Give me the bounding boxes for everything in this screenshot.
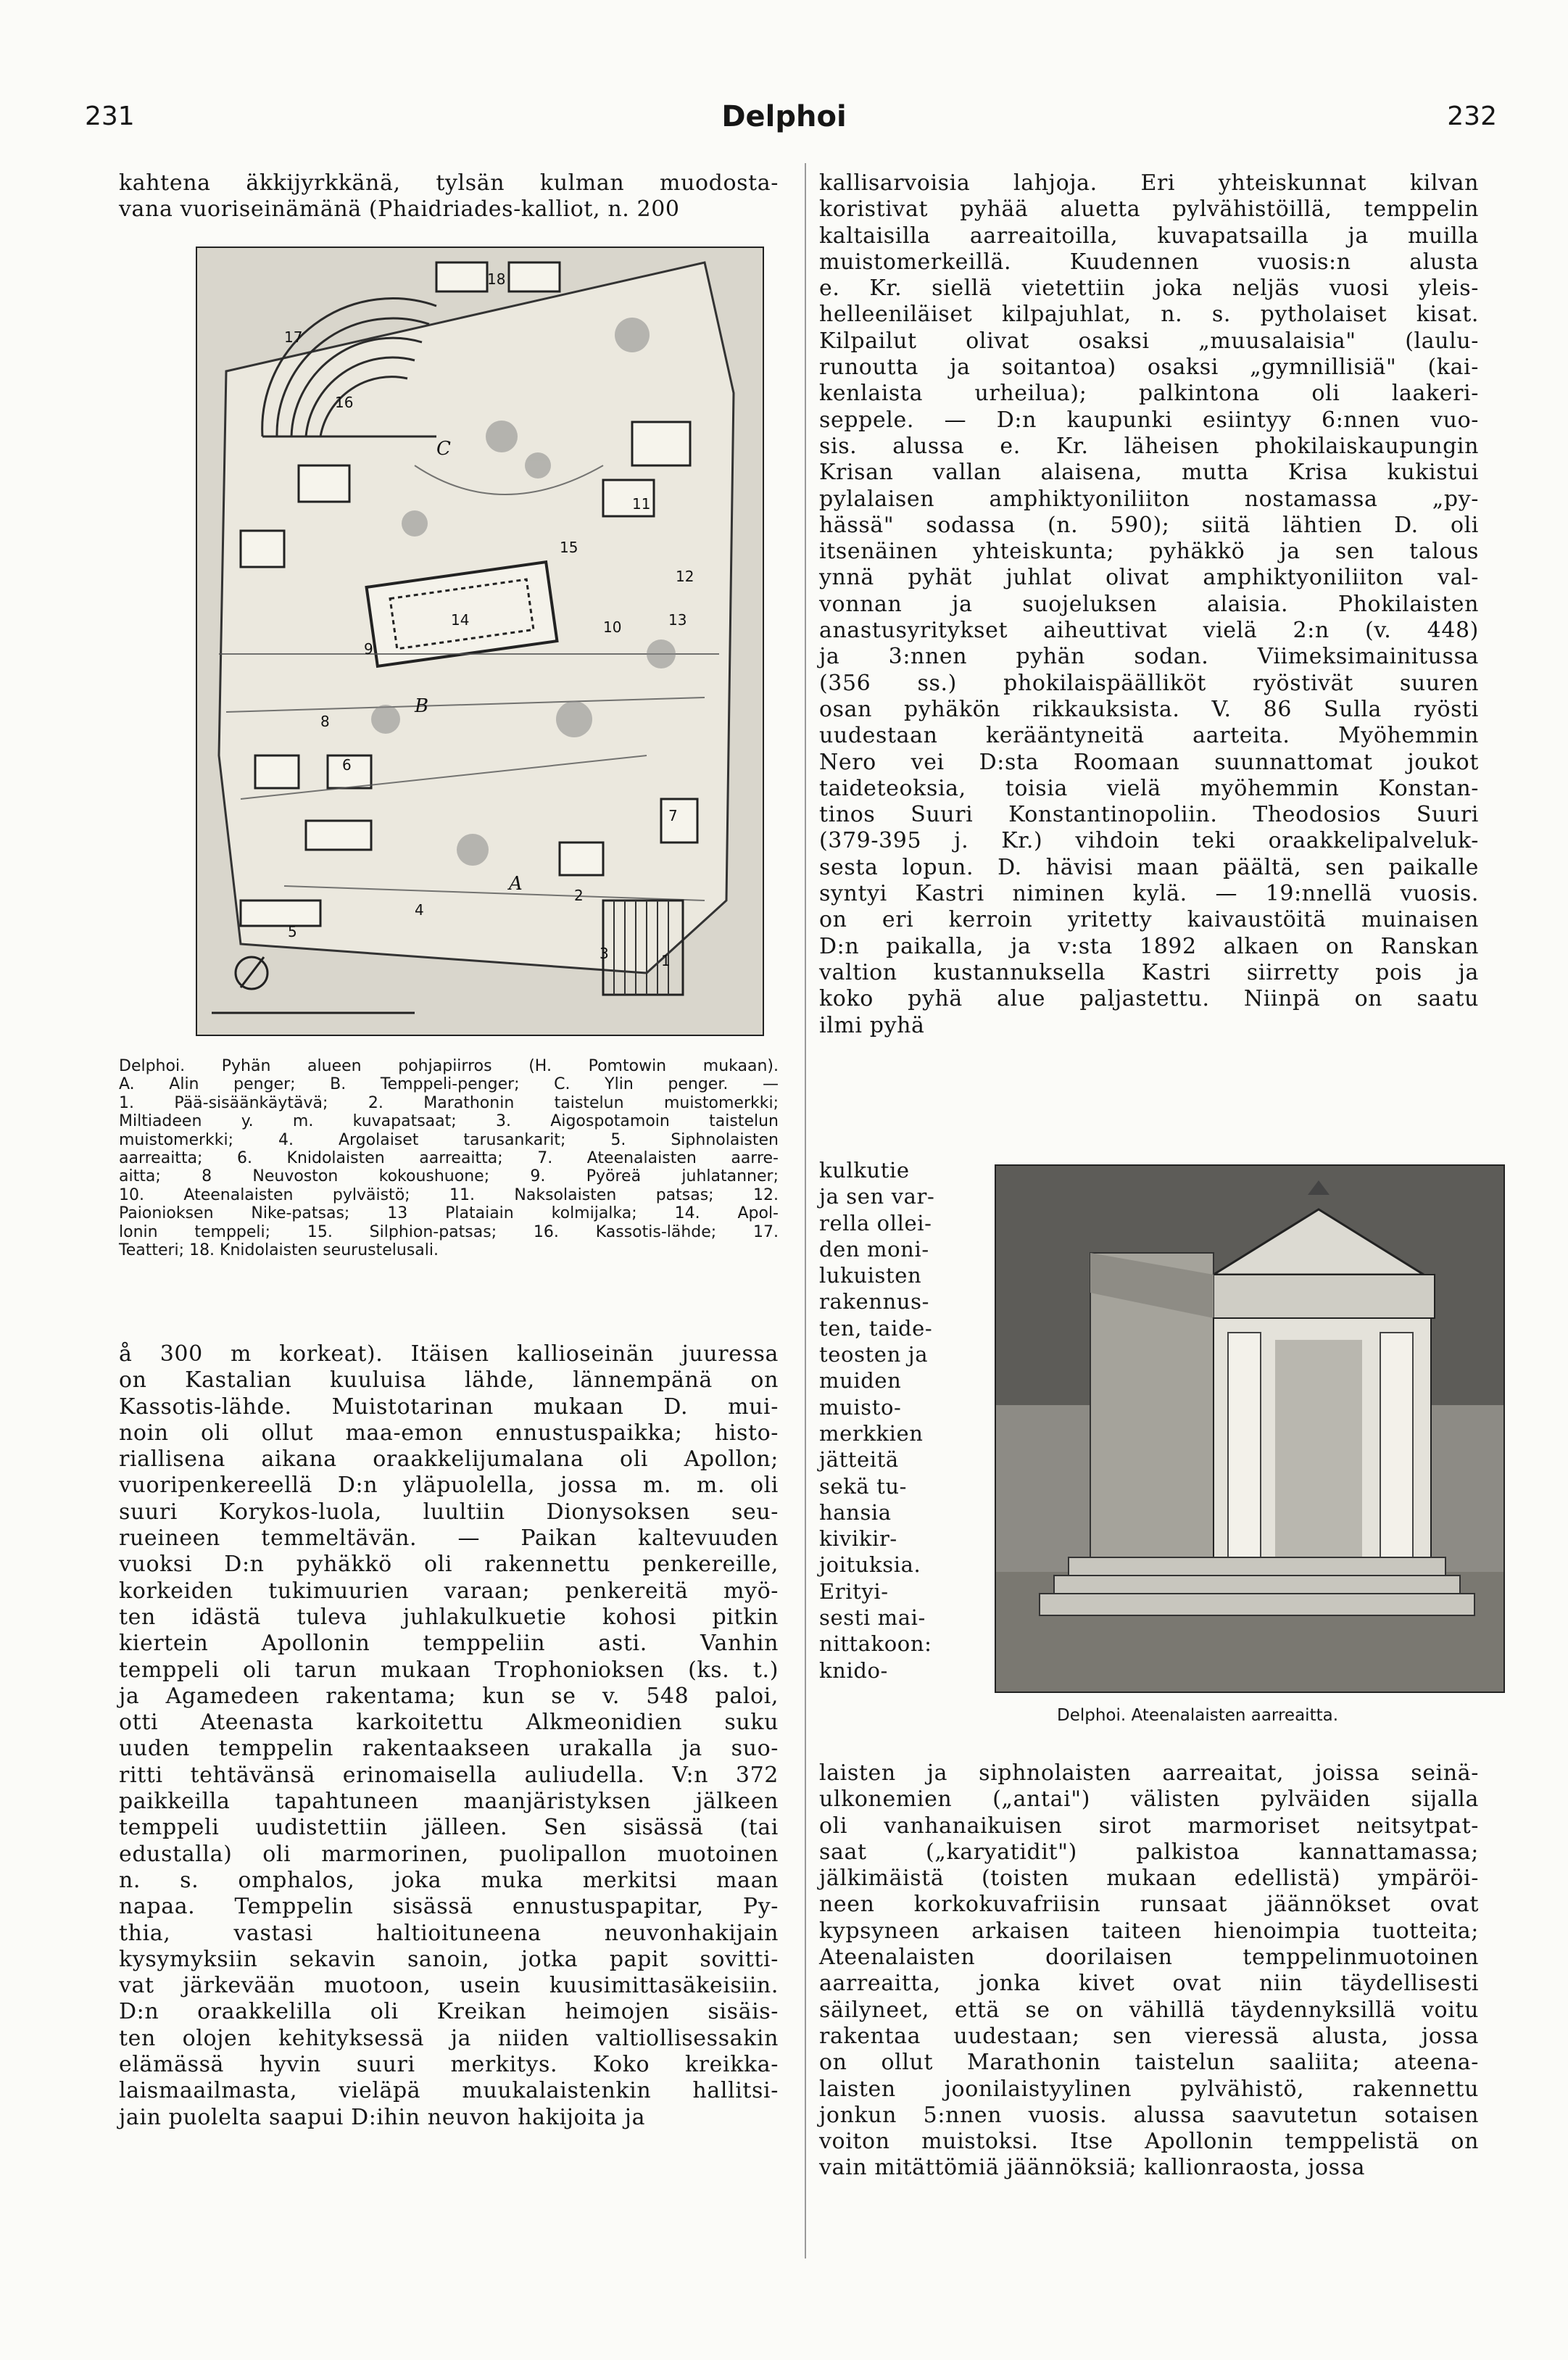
plan-label-14: 14 [451,611,470,629]
plan-label-15: 15 [560,539,578,556]
text-line: teosten ja [819,1342,929,1367]
column-divider [805,163,806,2258]
right-column-wrap-text [819,1157,975,1684]
text-line: nittakoon: [819,1631,932,1657]
text-line: vat järkevään muotoon, usein kuusimittasäkeisiin. [119,1973,779,1999]
text-line: ten olojen kehityksessä ja niiden valtiollisessakin [119,2025,779,2051]
text-line: n. s. omphalos, joka muka merkitsi maan [119,1867,779,1893]
text-line: å 300 m korkeat). Itäisen kallioseinän juuressa [119,1341,779,1367]
text-line: Erityi- [819,1578,889,1604]
text-line: Miltiadeen y. m. kuvapatsaat; 3. Aigospotamoin taistelun [119,1112,779,1131]
text-line: Kilpailut olivat osaksi „muusalaisia" (laulu- [819,328,1479,354]
text-line: laisten ja siphnolaisten aarreaitat, joissa seinä- [819,1760,1479,1786]
plan-label-13: 13 [668,611,687,629]
text-line: tinos Suuri Konstantinopoliin. Theodosios Suuri [819,802,1479,828]
page-header [0,102,1568,152]
text-line: otti Ateenasta karkoitettu Alkmeonidien suku [119,1710,779,1736]
text-line: sis. alussa e. Kr. läheisen phokilaiskaupungin [819,433,1479,459]
left-column-intro [119,170,779,223]
text-line: vuoripenkereellä D:n yläpuolella, jossa m. m. oli [119,1473,779,1499]
text-line: thia, vastasi haltioituneena neuvonhakijain [119,1920,779,1946]
plan-label-6: 6 [342,756,352,774]
text-line: muisto- [819,1394,902,1420]
text-line: syntyi Kastri niminen kylä. — 19:nnellä vuosis. [819,881,1479,907]
text-line: saat („karyatidit") palkistoa kannattamassa; [819,1839,1479,1865]
text-line: merkkien [819,1420,924,1446]
left-column-body [119,1341,779,2131]
text-line: jälkimäistä (toisten mukaan edellistä) ympäröi- [819,1866,1479,1892]
text-line: jain puolelta saapui D:ihin neuvon hakijoita ja [119,2104,646,2130]
plan-label-17: 17 [284,328,303,346]
text-line: Nero vei D:sta Roomaan suunnattomat joukot [819,749,1479,775]
text-line: ilmi pyhä [819,1012,925,1038]
right-column-bottom [819,1760,1479,2182]
text-line: osan pyhäkön rikkauksista. V. 86 Sulla ryösti [819,696,1479,722]
text-line: vain mitättömiä jäännöksiä; kallionraosta, jossa [819,2155,1366,2181]
page-number-right: 232 [1447,102,1497,131]
text-line: vuoksi D:n pyhäkkö oli rakennettu penkereille, [119,1552,779,1578]
text-line: Krisan vallan alaisena, mutta Krisa kukistui [819,460,1479,486]
text-line: oli vanhanaikuisen sirot marmoriset neitsytpat- [819,1813,1479,1839]
text-line: e. Kr. siellä vietettiin joka neljäs vuosi yleis- [819,276,1479,302]
text-line: valtion kustannuksella Kastri siirretty pois ja [819,959,1479,985]
plan-label-12: 12 [676,568,694,585]
text-line: suuri Korykos-luola, luultiin Dionysoksen seu- [119,1499,779,1525]
text-line: ritti tehtävänsä erinomaisella auliudella. V:n 372 [119,1762,779,1788]
text-line: kysymyksiin sekavin sanoin, jotka papit sovitti- [119,1946,779,1972]
sanctuary-plan-drawing [197,248,763,1035]
text-line: 10. Ateenalaisten pylväistö; 11. Naksolaisten patsas; 12. [119,1185,779,1204]
plan-label-10: 10 [603,618,622,636]
text-line: (356 ss.) phokilaispäälliköt ryöstivät suuren [819,670,1479,696]
page-number-left: 231 [85,102,135,131]
text-line: lukuisten [819,1263,922,1288]
plan-label-3: 3 [600,945,609,962]
text-line: kaltaisilla aarreaitoilla, kuvapatsailla ja muilla [819,223,1479,249]
text-line: on eri kerroin yritetty kaivaustöitä muinaisen [819,907,1479,933]
text-line: seppele. — D:n kaupunki esiintyy 6:nnen vuo- [819,407,1479,433]
text-line: edustalla) oli marmorinen, puolipallon muotoinen [119,1841,779,1867]
text-line: hansia [819,1499,892,1525]
plan-caption [119,1057,779,1259]
text-line: 1. Pää-sisäänkäytävä; 2. Marathonin taistelun muistomerkki; [119,1093,779,1112]
text-line: uudestaan kerääntyneitä aarteita. Myöhemmin [819,723,1479,749]
text-line: riallisena aikana oraakkelijumalana oli Apollon; [119,1446,779,1473]
text-line: paikkeilla tapahtuneen maanjäristyksen jälkeen [119,1789,779,1815]
text-line: rella ollei- [819,1210,932,1235]
text-line: laisten joonilaistyylinen pylvähistö, rakennettu [819,2076,1479,2102]
plan-label-9: 9 [364,640,373,658]
text-line: säilyneet, että se on vähillä täydennyksillä voitu [819,1997,1479,2023]
plan-label-7: 7 [668,807,678,824]
text-line: neen korkokuvafriisin runsaat jäännökset ovat [819,1892,1479,1918]
text-line: itsenäinen yhteiskunta; pyhäkkö ja sen talous [819,539,1479,565]
plan-label-4: 4 [415,901,424,919]
treasury-caption: Delphoi. Ateenalaisten aarreaitta. [1057,1706,1339,1725]
text-line: kiertein Apollonin temppeliin asti. Vanhin [119,1631,779,1657]
text-line: muistomerkki; 4. Argolaiset tarusankarit; 5. Siphnolaisten [119,1130,779,1149]
plan-label-2: 2 [574,887,584,904]
plan-label-c: C [436,438,451,460]
plan-label-11: 11 [632,495,651,513]
text-line: kahtena äkkijyrkkänä, tylsän kulman muodosta- [119,170,779,196]
text-line: kivikir- [819,1526,897,1552]
right-column-top [819,170,1479,1039]
plan-label-18: 18 [487,270,506,288]
text-line: kulkutie [819,1158,910,1183]
text-line: napaa. Temppelin sisässä ennustuspapitar, Py- [119,1894,779,1920]
text-line: jonkun 5:nnen vuosis. alussa saavutetun sotaisen [819,2102,1479,2128]
text-line: D:n oraakkelilla oli Kreikan heimojen sisäis- [119,1999,779,2025]
text-line: knido- [819,1657,888,1683]
text-line: A. Alin penger; B. Temppeli-penger; C. Ylin penger. — [119,1075,779,1094]
text-line: koristivat pyhää aluetta pylvähistöillä, temppelin [819,196,1479,223]
text-line: vana vuoriseinämänä (Phaidriades-kalliot, n. 200 [119,196,680,223]
text-line: vonnan ja suojeluksen alaisia. Phokilaisten [819,591,1479,617]
text-line: kenlaista urheilua); palkintona oli laakeri- [819,381,1479,407]
text-line: Teatteri; 18. Knidolaisten seurustelusali. [119,1241,439,1259]
text-line: sesti mai- [819,1605,926,1631]
text-line: temppeli uudistettiin jälleen. Sen sisässä (tai [119,1815,779,1841]
text-line: ynnä pyhät juhlat olivat amphiktyoniliiton val- [819,565,1479,591]
text-line: on ollut Marathonin taistelun saaliita; ateena- [819,2050,1479,2076]
text-line: muiden [819,1368,902,1394]
text-line: rakentaa uudestaan; sen vieressä alusta, jossa [819,2023,1479,2049]
plan-label-b: B [415,695,429,717]
text-line: helleeniläiset kilpajuhlat, n. s. pytholaiset kisat. [819,302,1479,328]
text-line: aitta; 8 Neuvoston kokoushuone; 9. Pyöreä juhlatanner; [119,1167,779,1186]
text-line: noin oli ollut maa-emon ennustuspaikka; histo- [119,1420,779,1446]
plan-label-1: 1 [661,952,671,969]
text-line: pylalaisen amphiktyoniliiton nostamassa „py- [819,486,1479,512]
text-line: Ateenalaisten doorilaisen temppelinmuotoinen [819,1945,1479,1971]
text-line: muistomerkeillä. Kuudennen vuosis:n alusta [819,249,1479,275]
text-line: Kassotis-lähde. Muistotarinan mukaan D. mui- [119,1394,779,1420]
plan-label-5: 5 [288,923,297,940]
text-line: voiton muistoksi. Itse Apollonin temppelistä on [819,2129,1479,2155]
text-line: aarreaitta; 6. Knidolaisten aarreaitta; 7. Ateenalaisten aarre- [119,1148,779,1167]
treasury-photo [995,1164,1505,1693]
text-line: ja 3:nnen pyhän sodan. Viimeksimainitussa [819,644,1479,670]
text-line: on Kastalian kuuluisa lähde, lännempänä on [119,1367,779,1394]
text-line: jätteitä [819,1447,899,1473]
text-line: rueineen temmeltävän. — Paikan kaltevuuden [119,1525,779,1552]
text-line: Delphoi. Pyhän alueen pohjapiirros (H. Pomtowin mukaan). [119,1057,779,1075]
text-line: den moni- [819,1236,929,1262]
text-line: runoutta ja soitantoa) osaksi „gymnillisiä" (kai- [819,355,1479,381]
plan-label-8: 8 [320,713,330,730]
text-line: lonin temppeli; 15. Silphion-patsas; 16. Kassotis-lähde; 17. [119,1222,779,1241]
text-line: laismaailmasta, vieläpä muukalaistenkin hallitsi- [119,2078,779,2104]
text-line: ten, taide- [819,1315,933,1341]
sanctuary-plan-figure [196,247,764,1036]
text-line: ja sen var- [819,1184,935,1209]
plan-label-a: A [509,873,523,895]
running-title: Delphoi [721,100,847,133]
text-line: kallisarvoisia lahjoja. Eri yhteiskunnat kilvan [819,170,1479,196]
text-line: kypsyneen arkaisen taiteen hienoimpia tuotteita; [819,1918,1479,1944]
text-line: temppeli oli tarun mukaan Trophonioksen (ks. t.) [119,1657,779,1683]
text-line: ja Agamedeen rakentama; kun se v. 548 paloi, [119,1683,779,1709]
treasury-illustration [996,1166,1503,1692]
text-line: elämässä hyvin suuri merkitys. Koko kreikka- [119,2052,779,2078]
plan-label-16: 16 [335,394,354,411]
text-line: ulkonemien („antai") välisten pylväiden sijalla [819,1786,1479,1813]
text-line: korkeiden tukimuurien varaan; penkereitä myö- [119,1578,779,1604]
text-line: aarreaitta, jonka kivet ovat niin täydellisesti [819,1971,1479,1997]
text-line: sekä tu- [819,1473,908,1499]
text-line: joituksia. [819,1552,921,1578]
text-line: Paionioksen Nike-patsas; 13 Plataiain kolmijalka; 14. Apol- [119,1204,779,1223]
text-line: uuden temppelin rakentaakseen urakalla ja suo- [119,1736,779,1762]
text-line: D:n paikalla, ja v:sta 1892 alkaen on Ranskan [819,933,1479,959]
text-line: anastusyritykset aiheuttivat vielä 2:n (v. 448) [819,618,1479,644]
text-line: ten idästä tuleva juhlakulkuetie kohosi pitkin [119,1604,779,1630]
text-line: koko pyhä alue paljastettu. Niinpä on saatu [819,986,1479,1012]
text-line: taideteoksia, toisia vielä myöhemmin Konstan- [819,775,1479,801]
text-line: (379-395 j. Kr.) vihdoin teki oraakkelipalveluk- [819,828,1479,854]
text-line: sesta lopun. D. hävisi maan päältä, sen paikalle [819,854,1479,880]
text-line: rakennus- [819,1289,930,1314]
text-line: hässä" sodassa (n. 590); siitä lähtien D. oli [819,512,1479,538]
